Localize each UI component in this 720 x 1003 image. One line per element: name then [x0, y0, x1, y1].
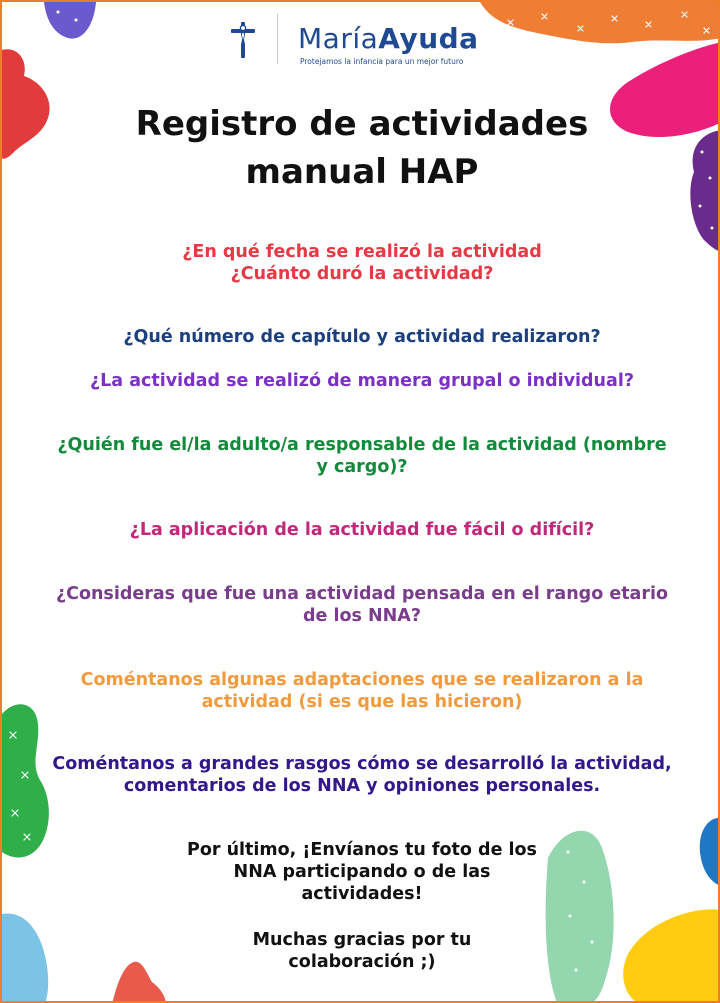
logo-divider	[277, 14, 278, 64]
brand-name-light: María	[298, 22, 379, 55]
page-title-line-1: Registro de actividades	[135, 104, 589, 144]
brand-tagline: Protejamos la infancia para un mejor futuro	[300, 57, 464, 66]
blob-top-purple	[44, 2, 96, 39]
question-capitulo: ¿Qué número de capítulo y actividad realizaron?	[123, 327, 601, 347]
question-rango-line-2: de los NNA?	[302, 606, 421, 626]
blob-blue-right	[700, 818, 720, 886]
question-desarrollo-line-1: Coméntanos a grandes rasgos cómo se desarrolló la actividad,	[52, 754, 672, 774]
blob-purple-right	[690, 130, 720, 252]
question-modalidad: ¿La actividad se realizó de manera grupal o individual?	[90, 371, 634, 391]
crucifix-icon	[230, 22, 256, 58]
blob-yellow-bottom	[623, 909, 720, 1003]
closing-foto-line-1: Por último, ¡Envíanos tu foto de los	[187, 840, 537, 860]
question-dificultad: ¿La aplicación de la actividad fue fácil o difícil?	[129, 520, 595, 540]
question-adaptaciones-line-2: actividad (si es que las hicieron)	[201, 692, 523, 712]
closing-gracias-line-2: colaboración ;)	[288, 952, 436, 972]
question-rango-line-1: ¿Consideras que fue una actividad pensada en el rango etario	[55, 584, 669, 604]
brand-name-bold: Ayuda	[378, 22, 479, 55]
mariaayuda-logo	[230, 12, 500, 74]
closing-gracias-line-1: Muchas gracias por tu	[252, 930, 472, 950]
question-responsable-line-1: ¿Quién fue el/la adulto/a responsable de la actividad (nombre	[57, 435, 667, 455]
question-duracion: ¿Cuánto duró la actividad?	[230, 264, 494, 284]
blob-red-left	[2, 49, 50, 159]
page-title-line-2: manual HAP	[245, 152, 479, 192]
question-responsable-line-2: y cargo)?	[316, 457, 408, 477]
question-fecha: ¿En qué fecha se realizó la actividad	[182, 242, 542, 262]
brand-name	[298, 23, 479, 55]
blob-top-orange	[480, 2, 720, 43]
question-desarrollo-line-2: comentarios de los NNA y opiniones personales.	[123, 776, 601, 796]
question-adaptaciones-line-1: Coméntanos algunas adaptaciones que se realizaron a la	[80, 670, 644, 690]
blob-lightblue-bottom-left	[2, 913, 48, 1003]
closing-foto-line-3: actividades!	[301, 884, 423, 904]
closing-foto-line-2: NNA participando o de las	[233, 862, 491, 882]
blob-pink-right	[610, 42, 720, 137]
